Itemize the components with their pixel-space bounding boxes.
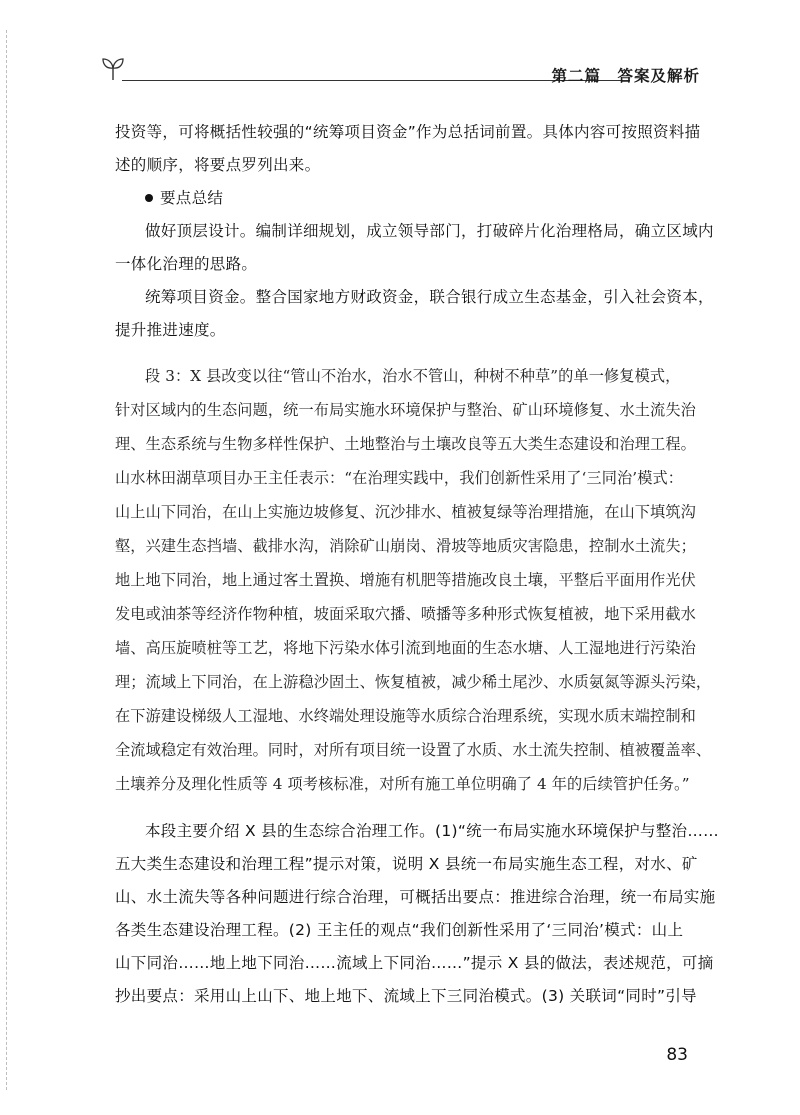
quoted-text-line: 山水林田湖草项目办王主任表示：“在治理实践中，我们创新性采用了‘三同治’模式： — [115, 469, 684, 487]
quoted-text-line: 针对区域内的生态问题，统一布局实施水环境保护与整治、矿山环境修复、水土流失治 — [115, 401, 696, 419]
quoted-text-line: 理；流域上下同治，在上游稳沙固土、恢复植被，减少稀土尾沙、水质氨氮等源头污染， — [115, 673, 712, 691]
quoted-text-line: 在下游建设梯级人工湿地、水终端处理设施等水质综合治理系统，实现水质末端控制和 — [115, 707, 696, 725]
text-line: 本段主要介绍 X 县的生态综合治理工作。(1)“统一布局实施水环境保护与整治…… — [145, 822, 719, 840]
text-line: 统筹项目资金。整合国家地方财政资金，联合银行成立生态基金，引入社会资本， — [145, 288, 714, 306]
bullet-icon — [145, 194, 153, 202]
text-line: 投资等，可将概括性较强的“统筹项目资金”作为总括词前置。具体内容可按照资料描 — [115, 123, 701, 141]
quoted-text-line: 山上山下同治，在山上实施边坡修复、沉沙排水、植被复绿等治理措施，在山下填筑沟 — [115, 503, 696, 521]
leaf-icon — [100, 56, 126, 82]
text-line: 做好顶层设计。编制详细规划，成立领导部门，打破碎片化治理格局，确立区域内 — [145, 222, 714, 240]
quoted-text-line: 段 3：X 县改变以往“管山不治水，治水不管山，种树不种草”的单一修复模式， — [145, 367, 681, 385]
text-line: 五大类生态建设和治理工程”提示对策，说明 X 县统一布局实施生态工程，对水、矿 — [115, 855, 698, 873]
text-line: 述的顺序，将要点罗列出来。 — [115, 156, 321, 174]
quoted-text-line: 全流域稳定有效治理。同时，对所有项目统一设置了水质、水土流失控制、植被覆盖率、 — [115, 741, 712, 759]
quoted-text-line: 土壤养分及理化性质等 4 项考核标准，对所有施工单位明确了 4 年的后续管护任务。” — [115, 775, 690, 793]
quoted-text-line: 壑，兴建生态挡墙、截排水沟，消除矿山崩岗、滑坡等地质灾害隐患，控制水土流失； — [115, 537, 696, 555]
header-title: 第二篇 答案及解析 — [551, 67, 700, 85]
quoted-text-line: 墙、高压旋喷桩等工艺，将地下污染水体引流到地面的生态水塘、人工湿地进行污染治 — [115, 639, 696, 657]
text-line: 山、水土流失等各种问题进行综合治理，可概括出要点：推进综合治理，统一布局实施 — [115, 888, 716, 906]
quoted-text-line: 发电或油茶等经济作物种植，坡面采取穴播、喷播等多种形式恢复植被，地下采用截水 — [115, 605, 696, 623]
quoted-text-line: 理、生态系统与生物多样性保护、土地整治与土壤改良等五大类生态建设和治理工程。 — [115, 435, 696, 453]
text-line: 各类生态建设治理工程。(2) 王主任的观点“我们创新性采用了‘三同治’模式：山上 — [115, 921, 684, 939]
section-heading — [145, 186, 223, 208]
left-guide-marks — [6, 30, 8, 1090]
text-line: 抄出要点：采用山上山下、地上地下、流域上下三同治模式。(3) 关联词“同时”引导 — [115, 987, 697, 1005]
page-header — [100, 56, 700, 88]
section-heading-label: 要点总结 — [160, 189, 224, 207]
text-line: 山下同治……地上地下同治……流域上下同治……”提示 X 县的做法，表述规范，可摘 — [115, 954, 714, 972]
text-line: 提升推进速度。 — [115, 321, 226, 339]
text-line: 一体化治理的思路。 — [115, 255, 258, 273]
quoted-text-line: 地上地下同治，地上通过客土置换、增施有机肥等措施改良土壤，平整后平面用作光伏 — [115, 571, 696, 589]
page-number: 83 — [666, 1045, 688, 1065]
